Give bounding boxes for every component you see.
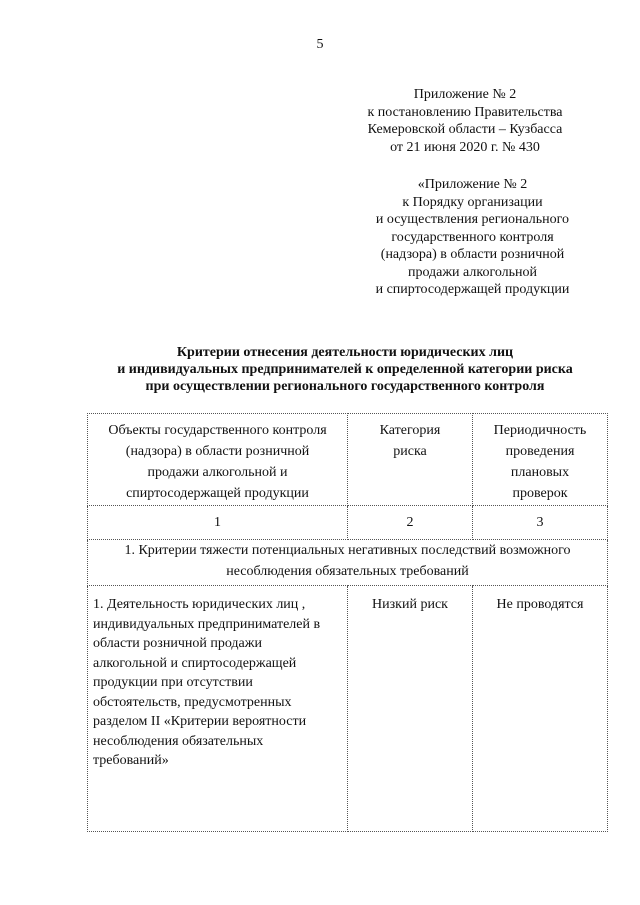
appendix-line: и спиртосодержащей продукции (375, 282, 570, 297)
header-text: риска (393, 444, 427, 459)
object-line: алкогольной и спиртосодержащей (93, 655, 297, 671)
table-header-row (88, 414, 608, 506)
appendix-line: и осуществления регионального (375, 212, 570, 227)
object-cell (88, 586, 348, 832)
risk-category-cell (348, 586, 473, 832)
header-text: Периодичность (493, 423, 587, 438)
column-number: 1 (88, 506, 348, 540)
header-text: спиртосодержащей продукции (126, 486, 309, 501)
frequency-value: Не проводятся (496, 597, 584, 612)
appendix-reference-resolution (350, 86, 580, 156)
header-text: Категория (379, 423, 441, 438)
appendix-line: продажи алкогольной (407, 264, 538, 280)
appendix-line: к постановлению Правительства (367, 104, 563, 120)
title-line: и индивидуальных предпринимателей к определенной категории риска (117, 362, 573, 377)
header-cell-frequency (473, 414, 608, 506)
appendix-line: от 21 июня 2020 г. № 430 (390, 139, 540, 155)
object-line: продукции при отсутствии (93, 675, 253, 690)
page-number: 5 (316, 37, 324, 52)
title-line: Критерии отнесения деятельности юридических лиц (176, 345, 514, 360)
column-number: 2 (348, 506, 473, 540)
object-line: несоблюдения обязательных (93, 733, 264, 749)
appendix-reference-order (355, 176, 590, 299)
appendix-line: (надзора) в области розничной (380, 247, 565, 262)
header-text: (надзора) в области розничной (125, 444, 310, 459)
appendix-line: «Приложение № 2 (417, 177, 528, 192)
document-title (80, 344, 610, 395)
section-title-line: 1. Критерии тяжести потенциальных негативных последствий возможного (124, 543, 571, 558)
header-text: проведения (505, 444, 575, 459)
header-text: продажи алкогольной и (147, 465, 288, 480)
appendix-line: к Порядку организации (402, 194, 543, 210)
section-title-line: несоблюдения обязательных требований (226, 564, 469, 579)
object-line: требований» (93, 753, 169, 768)
section-title (88, 540, 608, 586)
table-row (88, 586, 608, 832)
object-line: обстоятельств, предусмотренных (93, 694, 292, 710)
appendix-line: Кемеровской области – Кузбасса (367, 122, 563, 137)
header-cell-risk-category (348, 414, 473, 506)
object-line: разделом II «Критерии вероятности (93, 714, 307, 729)
column-number: 3 (473, 506, 608, 540)
appendix-line: государственного контроля (391, 229, 554, 245)
title-line: при осуществлении регионального государственного контроля (145, 379, 545, 394)
header-cell-objects (88, 414, 348, 506)
frequency-cell (473, 586, 608, 832)
object-line: индивидуальных предпринимателей в (93, 616, 321, 632)
header-text: плановых (510, 465, 570, 480)
appendix-line: Приложение № 2 (413, 87, 517, 102)
object-line: области розничной продажи (93, 636, 262, 651)
object-line: 1. Деятельность юридических лиц , (93, 597, 306, 612)
risk-criteria-table (87, 413, 608, 832)
header-text: проверок (512, 486, 568, 501)
column-number-row (88, 506, 608, 540)
header-text: Объекты государственного контроля (108, 423, 327, 438)
section-header-row (88, 540, 608, 586)
risk-category-value: Низкий риск (372, 597, 448, 612)
